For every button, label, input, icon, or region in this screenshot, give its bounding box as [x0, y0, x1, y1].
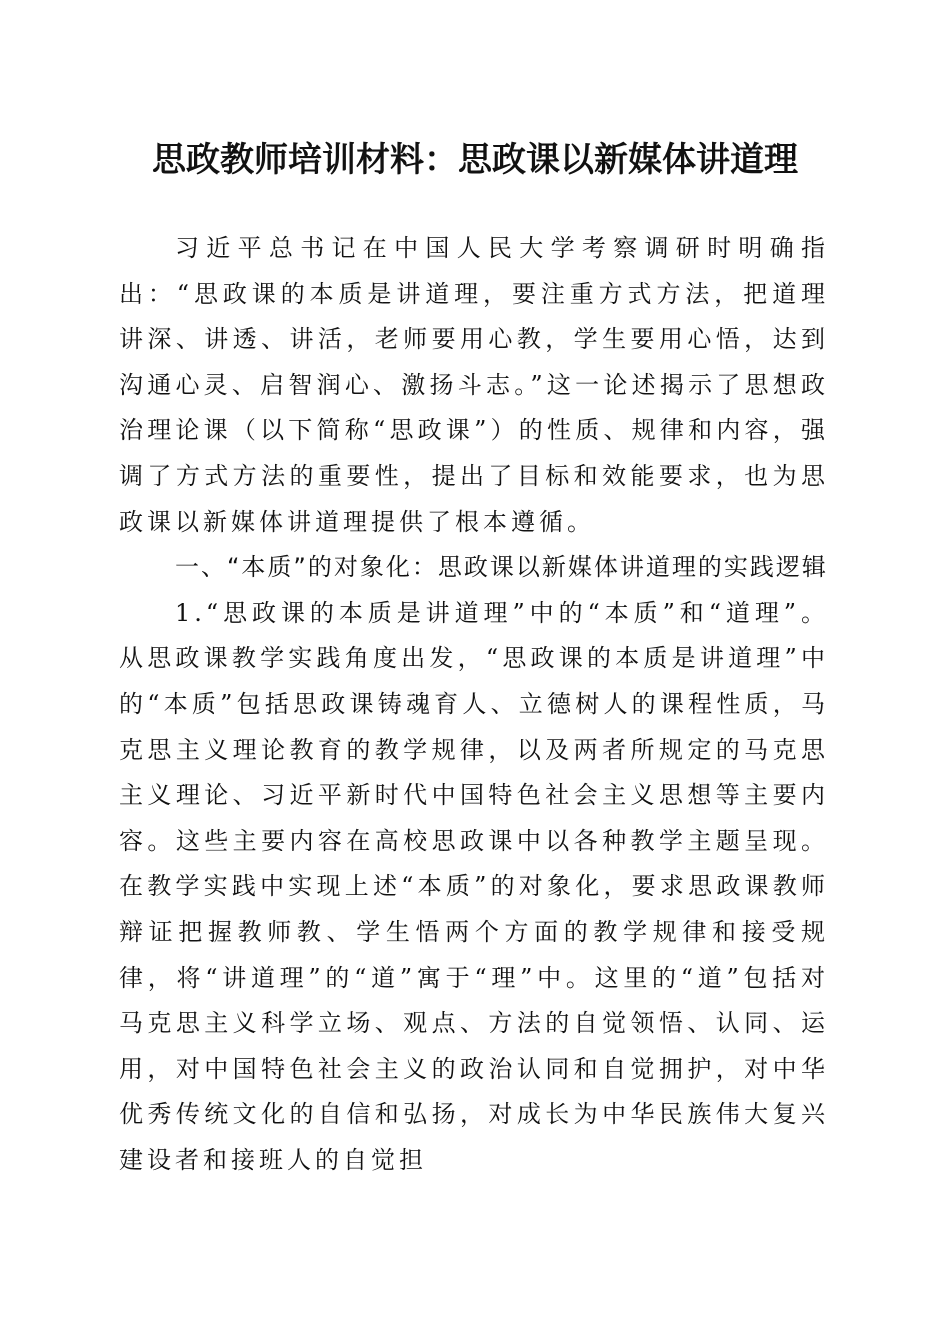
body-paragraph-2: 1.“思政课的本质是讲道理”中的“本质”和“道理”。从思政课教学实践角度出发，“思政课的本质是讲道理”中的“本质”包括思政课铸魂育人、立德树人的课程性质，马克思主义理论教育的教学规律，以及两者所规定的马克思主义理论、习近平新时代中国特色社会主义思想等主要内容。这些主要内容在高校思政课中以各种教学主题呈现。在教学实践中实现上述“本质”的对象化，要求思政课教师辩证把握教师教、学生悟两个方面的教学规律和接受规律，将“讲道理”的“道”寓于“理”中。这里的“道”包括对马克思主义科学立场、观点、方法的自觉领悟、认同、运用，对中国特色社会主义的政治认同和自觉拥护，对中华优秀传统文化的自信和弘扬，对成长为中华民族伟大复兴建设者和接班人的自觉担: [119, 598, 829, 1174]
section-heading-1: 一、“本质”的对象化：思政课以新媒体讲道理的实践逻辑: [175, 553, 828, 582]
document-title: 思政教师培训材料：思政课以新媒体讲道理: [152, 140, 798, 180]
document-body: [119, 226, 829, 1183]
body-paragraph-1: 习近平总书记在中国人民大学考察调研时明确指出：“思政课的本质是讲道理，要注重方式方法，把道理讲深、讲透、讲活，老师要用心教，学生要用心悟，达到沟通心灵、启智润心、激扬斗志。”这一论述揭示了思想政治理论课（以下简称“思政课”）的性质、规律和内容，强调了方式方法的重要性，提出了目标和效能要求，也为思政课以新媒体讲道理提供了根本遵循。: [119, 234, 829, 536]
